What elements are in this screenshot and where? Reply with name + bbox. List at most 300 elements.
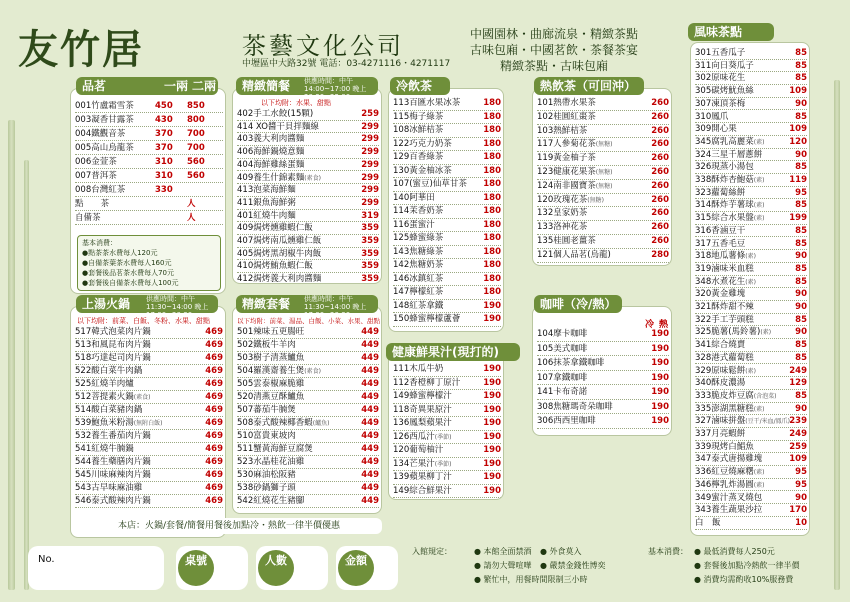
menu-item-name: 502鐵板牛羊肉: [237, 340, 296, 350]
menu-item-tag: (無附白飯): [133, 420, 163, 427]
meal-note: 以下均附：水果、甜點: [261, 99, 331, 107]
menu-item: [393, 151, 501, 165]
menu-item: [237, 260, 379, 273]
menu-item: [75, 378, 223, 391]
menu-item-name: 302原味花生: [695, 73, 746, 84]
menu-item-price: 180: [483, 192, 501, 203]
menu-item: [695, 174, 807, 187]
menu-item: [393, 219, 501, 233]
menu-item-name: 006金萱茶: [75, 157, 117, 167]
menu-item-name: 401紅燒牛肉麵: [237, 210, 296, 221]
menu-item-name: 403義大利肉醬麵: [237, 134, 305, 145]
menu-item: [695, 72, 807, 85]
menu-item: [237, 108, 379, 121]
menu-item-price: 85: [795, 162, 807, 173]
coffee-panel: [532, 306, 672, 436]
menu-item-price: 190: [483, 418, 501, 428]
menu-item-name: 410焗烤鮪魚蝦仁飯: [237, 261, 313, 272]
menu-item-name: 117人參菊花茶(無糖): [537, 139, 613, 150]
menu-item: [237, 210, 379, 223]
menu-item: [695, 492, 807, 505]
menu-item-price: 469: [205, 457, 223, 467]
menu-item: [75, 169, 223, 183]
menu-item-price: 190: [483, 431, 501, 442]
menu-item-price: 85: [795, 314, 807, 325]
menu-item-name: 503樹子清蒸鱸魚: [237, 353, 305, 363]
order-number-label: No.: [38, 554, 55, 565]
people-label: 人數: [258, 550, 294, 586]
tea-base-box: [77, 235, 221, 291]
menu-item: [537, 221, 669, 235]
menu-item: [695, 326, 807, 339]
menu-item: [237, 495, 379, 508]
menu-item-price: 90: [795, 251, 807, 262]
menu-item: [695, 123, 807, 136]
menu-item-name: 305碳烤魷魚絲: [695, 86, 754, 97]
menu-item-name: 518巧達起司肉片鍋: [75, 353, 151, 363]
menu-item-name: 133洛神花茶: [537, 222, 588, 233]
menu-item-price: 449: [361, 327, 379, 337]
address: 中壢區中大路32號 電話：03-4271116・4271117: [242, 59, 451, 69]
menu-item: [393, 111, 501, 125]
menu-item: [695, 85, 807, 98]
menu-item-tag: (素): [753, 138, 765, 146]
menu-item-name: 132皇家奶茶: [537, 208, 588, 219]
menu-item-price: 85: [795, 200, 807, 211]
menu-item: [393, 458, 501, 472]
menu-item-name: 543古早味麻油雞: [75, 483, 143, 493]
order-number-box[interactable]: [28, 546, 164, 590]
menu-item: [393, 192, 501, 206]
menu-item-price: 190: [651, 372, 669, 383]
menu-item-name: 121個人品茗(烏龍): [537, 249, 611, 260]
menu-item: [695, 428, 807, 441]
price-one: 370: [155, 129, 173, 139]
menu-item: [695, 60, 807, 73]
menu-item-price: 85: [795, 111, 807, 122]
menu-item-price: 359: [361, 261, 379, 272]
menu-item-tag: (素): [753, 215, 765, 223]
menu-item-name: 107(蜜豆)仙草甘茶: [393, 179, 467, 189]
menu-item-price: 90: [795, 492, 807, 503]
menu-item-tag: (鱸魚): [312, 420, 330, 427]
menu-item-price: 129: [789, 378, 807, 389]
menu-item: [537, 371, 669, 386]
rule-item: ● 繁忙中，用餐時間限制三小時: [474, 575, 588, 584]
price-two: 700: [187, 129, 205, 139]
hotpot-panel: [70, 306, 226, 538]
menu-item-name: 126西瓜汁(季節): [393, 431, 452, 442]
menu-item-tag: (素): [745, 278, 756, 286]
menu-item-price: 299: [361, 159, 379, 170]
menu-item: [695, 136, 807, 149]
menu-item-price: 10: [795, 517, 807, 528]
menu-item-name: 409焗烤燻雞蝦仁飯: [237, 223, 313, 234]
menu-item-price: 469: [205, 470, 223, 480]
rule-item: ● 外食莫入: [540, 547, 582, 556]
menu-item-price: 259: [789, 441, 807, 452]
menu-item-name: 347泰式唐揚雞塊: [695, 454, 763, 465]
menu-item: [695, 377, 807, 390]
menu-item-name: 142焦糖奶茶: [393, 260, 444, 270]
menu-item-name: 409養生什錦素麵(素食): [237, 172, 321, 183]
menu-item-tag: (豆干/米血/鳳爪): [745, 418, 790, 426]
menu-item-price: 260: [651, 98, 669, 108]
menu-item: [393, 485, 501, 499]
menu-item-name: 538砂鍋獅子頭: [237, 483, 296, 493]
set-note: 以下均附：前菜、湯品、白飯、小菜、水果、甜點: [237, 317, 380, 325]
menu-item-price: 449: [361, 418, 379, 428]
menu-item-price: 180: [483, 260, 501, 270]
menu-item: [237, 430, 379, 443]
menu-item: [393, 273, 501, 287]
menu-item-price: 90: [795, 302, 807, 312]
menu-item-name: 309開心果: [695, 124, 737, 135]
menu-item-name: 522酸白菜牛肉鍋: [75, 366, 143, 376]
tea-base-line: ●點茶茶水費每人120元: [82, 249, 158, 257]
menu-item: [695, 288, 807, 301]
menu-item-name: 120葡萄柚汁: [393, 445, 444, 455]
menu-item-price: 180: [483, 219, 501, 230]
menu-item: [393, 165, 501, 179]
menu-item-price: 180: [483, 273, 501, 284]
price-two: 人: [187, 199, 196, 209]
menu-item: [393, 444, 501, 458]
menu-item: [75, 391, 223, 404]
menu-item-name: 311向日葵瓜子: [695, 60, 754, 71]
menu-item-name: 150蜂蜜檸檬蘆薈: [393, 314, 461, 324]
menu-item: [237, 273, 379, 284]
menu-item-name: 120玫瑰花茶(無糖): [537, 194, 604, 205]
menu-item: [695, 466, 807, 479]
amount-label: 金額: [338, 550, 374, 586]
menu-item-price: 85: [795, 238, 807, 249]
menu-item-price: 85: [795, 225, 807, 236]
menu-item-name: 104摩卡咖啡: [537, 329, 588, 339]
menu-item-price: 469: [205, 379, 223, 389]
menu-item: [537, 166, 669, 180]
menu-item-tag: (無糖): [595, 169, 613, 176]
menu-item: [695, 98, 807, 111]
menu-item-name: 414 XO醬干貝拌麵線: [237, 121, 319, 132]
menu-item: [75, 99, 223, 113]
menu-item: [393, 300, 501, 314]
menu-item-name: 108冰鮮桔茶: [393, 125, 444, 135]
menu-item-name: 135桂圓老薑茶: [537, 236, 596, 246]
menu-item-name: 320黃金雞塊: [695, 289, 746, 300]
menu-item-price: 190: [483, 377, 501, 388]
menu-item-name: 111木瓜牛奶: [393, 364, 444, 374]
menu-item: [537, 125, 669, 139]
menu-item: [695, 339, 807, 352]
menu-item: [237, 248, 379, 261]
price-one: 450: [155, 101, 173, 111]
rule-item: ● 本館全面禁酒: [474, 547, 532, 556]
menu-item-price: 190: [483, 391, 501, 401]
menu-item-name: 306西西里咖啡: [537, 416, 596, 426]
menu-item: [75, 495, 223, 508]
menu-item: [695, 415, 807, 428]
menu-item-price: 109: [789, 454, 807, 465]
menu-item-name: 508泰式酸辣椰香蝦(鱸魚): [237, 418, 330, 428]
menu-item-price: 180: [483, 125, 501, 135]
menu-item: [237, 365, 379, 378]
snack-header: 風味茶點: [688, 23, 774, 41]
menu-item: [237, 417, 379, 430]
menu-item-name: 107拿鐵咖啡: [537, 372, 588, 383]
menu-item-name: 122巧克力奶茶: [393, 138, 452, 149]
menu-item-tag: (無糖): [595, 182, 613, 190]
menu-item-price: 299: [361, 185, 379, 196]
menu-item-price: 469: [205, 366, 223, 376]
menu-item-name: 316香滷豆干: [695, 225, 746, 236]
menu-item-name: 308焦糖瑪奇朵咖啡: [537, 401, 613, 412]
logo: 友竹居: [18, 26, 144, 73]
menu-item-price: 280: [651, 249, 669, 260]
menu-item-name: 101熱帶水果茶: [537, 98, 596, 108]
menu-item-name: 點 茶: [75, 199, 110, 209]
menu-item-name: 523水晶桂花油雞: [237, 457, 305, 467]
price-two: 560: [187, 171, 205, 181]
menu-item-price: 90: [795, 327, 807, 338]
rules-title: 入館規定：: [412, 547, 452, 556]
menu-item-name: 314酥炸芋薯球(素): [695, 200, 765, 211]
menu-item-name: 514酸白菜豬肉鍋: [75, 405, 143, 415]
menu-item-price: 359: [361, 274, 379, 284]
menu-item: [393, 138, 501, 152]
coffee-header: 咖啡（冷/熱）: [534, 295, 622, 313]
menu-item-name: 310鳳爪: [695, 111, 729, 122]
menu-item-price: 469: [205, 327, 223, 337]
menu-item-name: 339現烤白鯧魚: [695, 441, 754, 452]
menu-item-price: 469: [205, 431, 223, 441]
menu-item-name: 402手工水餃(15顆): [237, 109, 314, 119]
menu-item: [695, 403, 807, 416]
menu-item-price: 469: [205, 483, 223, 493]
menu-item: [237, 378, 379, 391]
menu-item-price: 190: [651, 343, 669, 354]
menu-item-name: 149綜合鮮果汁: [393, 485, 452, 496]
menu-item-price: 85: [795, 352, 807, 363]
menu-item-price: 85: [795, 340, 807, 351]
menu-item-price: 299: [361, 197, 379, 208]
menu-item: [695, 263, 807, 276]
menu-item-name: 337月亮蝦餅: [695, 429, 746, 439]
menu-item: [393, 404, 501, 418]
menu-item-price: 190: [483, 485, 501, 496]
menu-item-price: 449: [361, 457, 379, 467]
menu-item-name: 113百匯水果冰茶: [393, 98, 461, 108]
menu-item: [237, 197, 379, 210]
tea-base-title: 基本消費：: [82, 239, 117, 247]
price-two: 850: [187, 101, 205, 111]
menu-item: [237, 456, 379, 469]
menu-item-price: 190: [651, 416, 669, 426]
menu-item: [75, 469, 223, 482]
slogan-1: 中國園林・曲廊流泉・精緻茶點: [470, 27, 639, 41]
menu-item-price: 190: [483, 300, 501, 311]
menu-item-price: 190: [483, 404, 501, 415]
hot-panel: [532, 88, 672, 266]
menu-item-name: 123健康花果茶(無糖): [537, 167, 613, 177]
menu-item-price: 190: [483, 364, 501, 374]
menu-item-tag: (季節): [434, 460, 452, 468]
menu-item-price: 180: [483, 165, 501, 176]
menu-item-name: 406海鮮鍋燒意麵: [237, 147, 305, 158]
menu-item-price: 180: [483, 287, 501, 297]
slogan-3: 精緻茶點・古味包廂: [500, 59, 609, 73]
menu-item: [393, 286, 501, 300]
menu-item: [393, 97, 501, 111]
menu-item: [75, 326, 223, 339]
menu-item: [695, 365, 807, 378]
menu-item-name: 103熱鮮桔茶: [537, 125, 588, 136]
menu-item: [75, 404, 223, 417]
menu-item-price: 249: [789, 429, 807, 439]
menu-item-tag: (素食): [133, 394, 151, 401]
menu-item-price: 469: [205, 340, 223, 350]
menu-item-price: 260: [651, 180, 669, 191]
menu-item-price: 469: [205, 392, 223, 402]
menu-item-price: 180: [483, 233, 501, 243]
menu-item: [75, 113, 223, 127]
price-one: 370: [155, 143, 173, 153]
menu-item-price: 90: [795, 289, 807, 300]
coffee-cold-label: 冷: [645, 320, 655, 330]
menu-item: [237, 222, 379, 235]
menu-item: [695, 212, 807, 225]
menu-item-price: 449: [361, 444, 379, 454]
menu-item-price: 359: [361, 248, 379, 259]
menu-item-price: 260: [651, 222, 669, 233]
menu-item: [393, 205, 501, 219]
juice-header: 健康鮮果汁(現打的): [386, 343, 520, 361]
menu-item-name: 328港式蘿蔔糕: [695, 352, 754, 363]
menu-item-price: 180: [483, 98, 501, 108]
menu-item: [237, 404, 379, 417]
menu-item-price: 85: [795, 48, 807, 58]
menu-item-tag: (季節): [434, 433, 452, 441]
hotpot-header: 上湯火鍋 供應時間：中午11:30~14:00 晚上17:00~20:30: [76, 295, 218, 313]
tea-base-line: ●套餐後品茗茶水費每人70元: [82, 269, 175, 277]
menu-item: [695, 47, 807, 60]
menu-item-tag: (素食): [304, 174, 321, 182]
menu-item-name: 130黃金柚冰茶: [393, 165, 452, 176]
menu-item-price: 85: [795, 276, 807, 287]
menu-item-price: 449: [361, 431, 379, 441]
menu-item-price: 449: [361, 483, 379, 493]
menu-item-price: 359: [361, 236, 379, 246]
menu-item-price: 469: [205, 496, 223, 506]
menu-item-price: 190: [483, 445, 501, 455]
tea-header: 品茗 一兩 二兩: [76, 77, 218, 95]
snack-panel: [690, 42, 810, 536]
menu-item: [393, 377, 501, 391]
menu-item-price: 180: [483, 179, 501, 189]
menu-item-price: 260: [651, 194, 669, 205]
menu-item-price: 260: [651, 111, 669, 122]
menu-item: [695, 517, 807, 530]
menu-item: [393, 313, 501, 327]
menu-item: [695, 314, 807, 327]
menu-item-name: 504羅漢齋養生煲(素食): [237, 366, 321, 376]
menu-item-price: 190: [483, 458, 501, 469]
menu-item-price: 299: [361, 134, 379, 145]
menu-item: [237, 184, 379, 197]
menu-item-price: 469: [205, 405, 223, 415]
menu-item-name: 325脆薯(馬鈴薯)(素): [695, 327, 772, 338]
menu-item: [75, 141, 223, 155]
price-two: 人: [187, 213, 196, 223]
menu-item: [393, 178, 501, 192]
menu-item-price: 239: [789, 416, 807, 427]
menu-item-name: 541紅燒牛腩鍋: [75, 444, 134, 454]
menu-item-name: 白 飯: [695, 517, 721, 528]
menu-item: [237, 352, 379, 365]
juice-panel: [388, 352, 504, 500]
menu-item: [75, 417, 223, 430]
menu-item-tag: (素): [753, 177, 765, 184]
price-two: 560: [187, 157, 205, 167]
menu-item: [237, 121, 379, 134]
min-item: ● 套餐後加點冷熱飲一律半價: [694, 561, 800, 570]
menu-item-name: 349蜜汁蒸叉燒包: [695, 492, 763, 503]
discount-note: 本店：火鍋/套餐/簡餐用餐後加點冷・熱飲一律半價優惠: [76, 518, 382, 534]
menu-item-price: 90: [795, 403, 807, 414]
menu-item-tag: (素): [753, 481, 765, 489]
menu-item: [75, 339, 223, 352]
menu-item-price: 449: [361, 392, 379, 402]
menu-item: [75, 183, 223, 197]
price-one: 310: [155, 157, 173, 167]
menu-item: [537, 111, 669, 125]
menu-item-price: 359: [361, 223, 379, 234]
menu-item-price: 260: [651, 167, 669, 177]
menu-item-name: 005高山烏龍茶: [75, 143, 134, 153]
menu-item-price: 449: [361, 353, 379, 363]
menu-item-price: 199: [789, 213, 807, 224]
menu-item-name: 546泰式酸辣肉片鍋: [75, 496, 151, 506]
menu-item: [695, 111, 807, 124]
menu-item: [393, 259, 501, 273]
menu-item-tag: (素): [745, 367, 756, 375]
menu-item-name: 319滷味米血糕: [695, 263, 754, 274]
menu-item-name: 001竹盧霜雪茶: [75, 101, 134, 111]
menu-item-tag: (無糖): [595, 141, 613, 149]
menu-item-price: 180: [483, 206, 501, 216]
menu-item: [695, 479, 807, 492]
menu-item-name: 115梅子綠茶: [393, 111, 444, 122]
coffee-hot-label: 熱: [659, 320, 669, 330]
menu-item: [695, 161, 807, 174]
menu-item-price: 90: [795, 98, 807, 109]
menu-item: [237, 326, 379, 339]
menu-item-price: 260: [651, 139, 669, 150]
menu-item-price: 260: [651, 208, 669, 219]
menu-item: [537, 194, 669, 208]
menu-item: [75, 155, 223, 169]
menu-item-name: 008台灣紅茶: [75, 185, 126, 195]
min-item: ● 消費均需酌收10%服務費: [694, 575, 794, 584]
table-label: 桌號: [178, 550, 214, 586]
menu-item-tag: (無糖): [587, 196, 604, 204]
menu-item-price: 180: [483, 246, 501, 257]
menu-item-name: 348水煮花生(素): [695, 276, 756, 287]
menu-item-name: 112香橙柳丁原汁: [393, 377, 461, 388]
tea-base-line: ●套餐後自備茶水費每人100元: [82, 279, 179, 287]
price-one: 310: [155, 171, 173, 181]
set-panel: [232, 306, 382, 514]
